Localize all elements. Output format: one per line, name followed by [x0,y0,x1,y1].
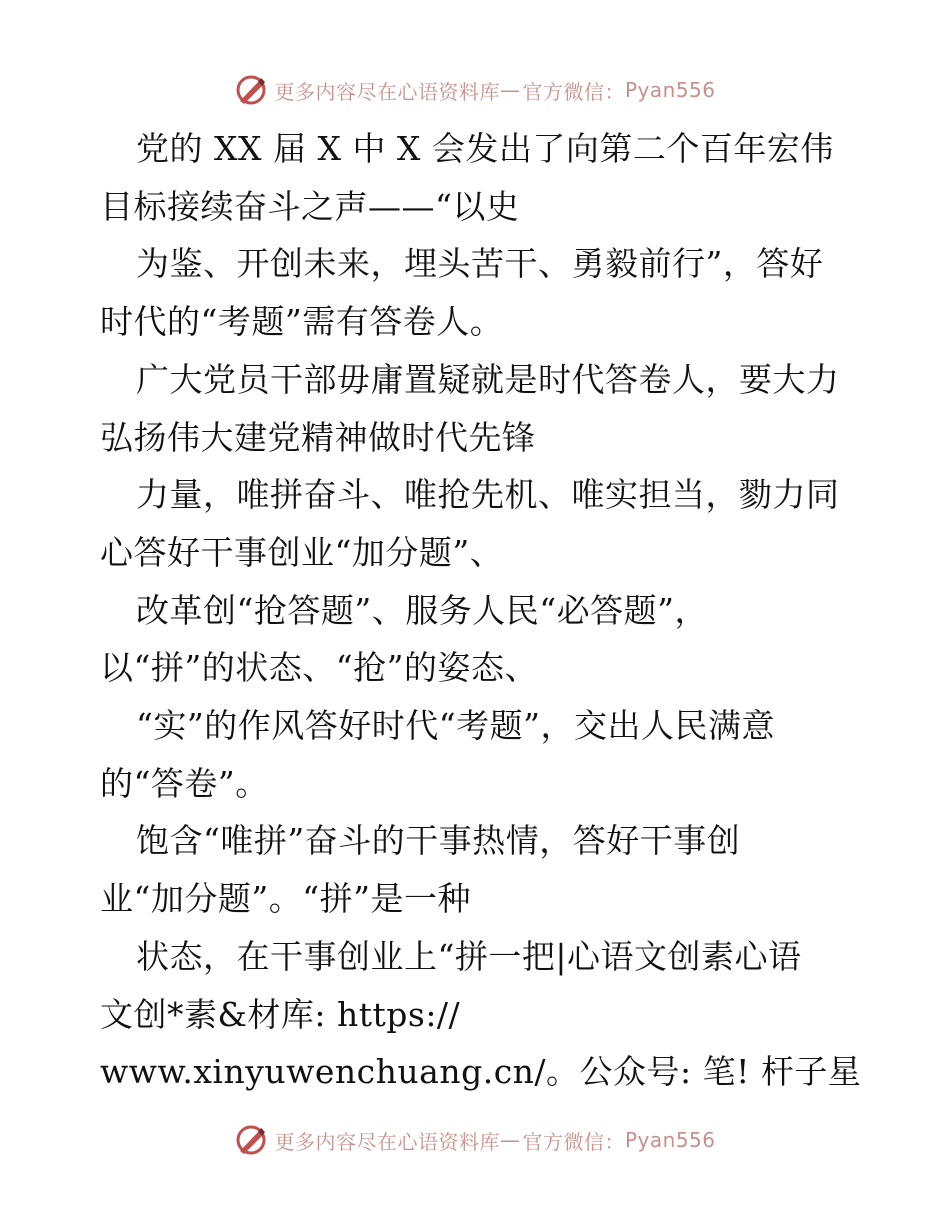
footer-wechat-id: Pyan556 [624,1128,716,1152]
document-body [100,120,860,1101]
paragraph-line: www.xinyuwenchuang.cn/。公众号: 笔! 杆子星 [100,1052,862,1092]
footer-wechat-label: 官方微信： [522,1129,625,1154]
header-dash: — [499,78,521,102]
paragraph-line: 心答好干事创业“加分题”、 [100,532,504,572]
pen-logo-icon [234,73,268,107]
footer-watermark [0,1120,950,1160]
paragraph-line: “实”的作风答好时代“考题”，交出人民满意 [136,706,775,746]
paragraph-1 [100,120,860,235]
paragraph-line: 改革创“抢答题”、服务人民“必答题”， [136,590,708,630]
paragraph-3 [100,351,860,466]
paragraph-line: 文创*素&材库: https:// [100,994,461,1034]
header-watermark [0,70,950,110]
header-wechat-label: 官方微信： [522,79,625,104]
paragraph-8 [100,928,860,1101]
footer-dash: — [499,1128,521,1152]
paragraph-5 [100,582,860,697]
paragraph-line: 状态，在干事创业上“拼一把|心语文创素心语 [136,936,802,976]
paragraph-line: 为鉴、开创未来，埋头苦干、勇毅前行”，答好 [136,244,824,284]
paragraph-line: 目标接续奋斗之声——“以史 [100,186,520,226]
paragraph-7 [100,812,860,927]
pen-logo-icon [234,1123,268,1157]
header-brand: 更多内容尽在心语资料库 [274,79,500,104]
paragraph-line: 弘扬伟大建党精神做时代先锋 [100,417,536,457]
paragraph-4 [100,466,860,581]
paragraph-2 [100,235,860,350]
paragraph-line: 的“答卷”。 [100,763,269,803]
footer-brand: 更多内容尽在心语资料库 [274,1129,500,1154]
paragraph-line: 力量，唯拼奋斗、唯抢先机、唯实担当，勠力同 [136,475,840,515]
paragraph-line: 业“加分题”。“拼”是一种 [100,879,471,919]
paragraph-6 [100,697,860,812]
paragraph-line: 以“拼”的状态、“抢”的姿态、 [100,648,538,688]
paragraph-line: 时代的“考题”需有答卷人。 [100,302,504,342]
paragraph-line: 党的 XX 届 X 中 X 会发出了向第二个百年宏伟 [136,129,834,168]
paragraph-line: 广大党员干部毋庸置疑就是时代答卷人，要大力 [136,359,840,399]
paragraph-line: 饱含“唯拼”奋斗的干事热情，答好干事创 [136,821,741,861]
header-wechat-id: Pyan556 [624,78,716,102]
